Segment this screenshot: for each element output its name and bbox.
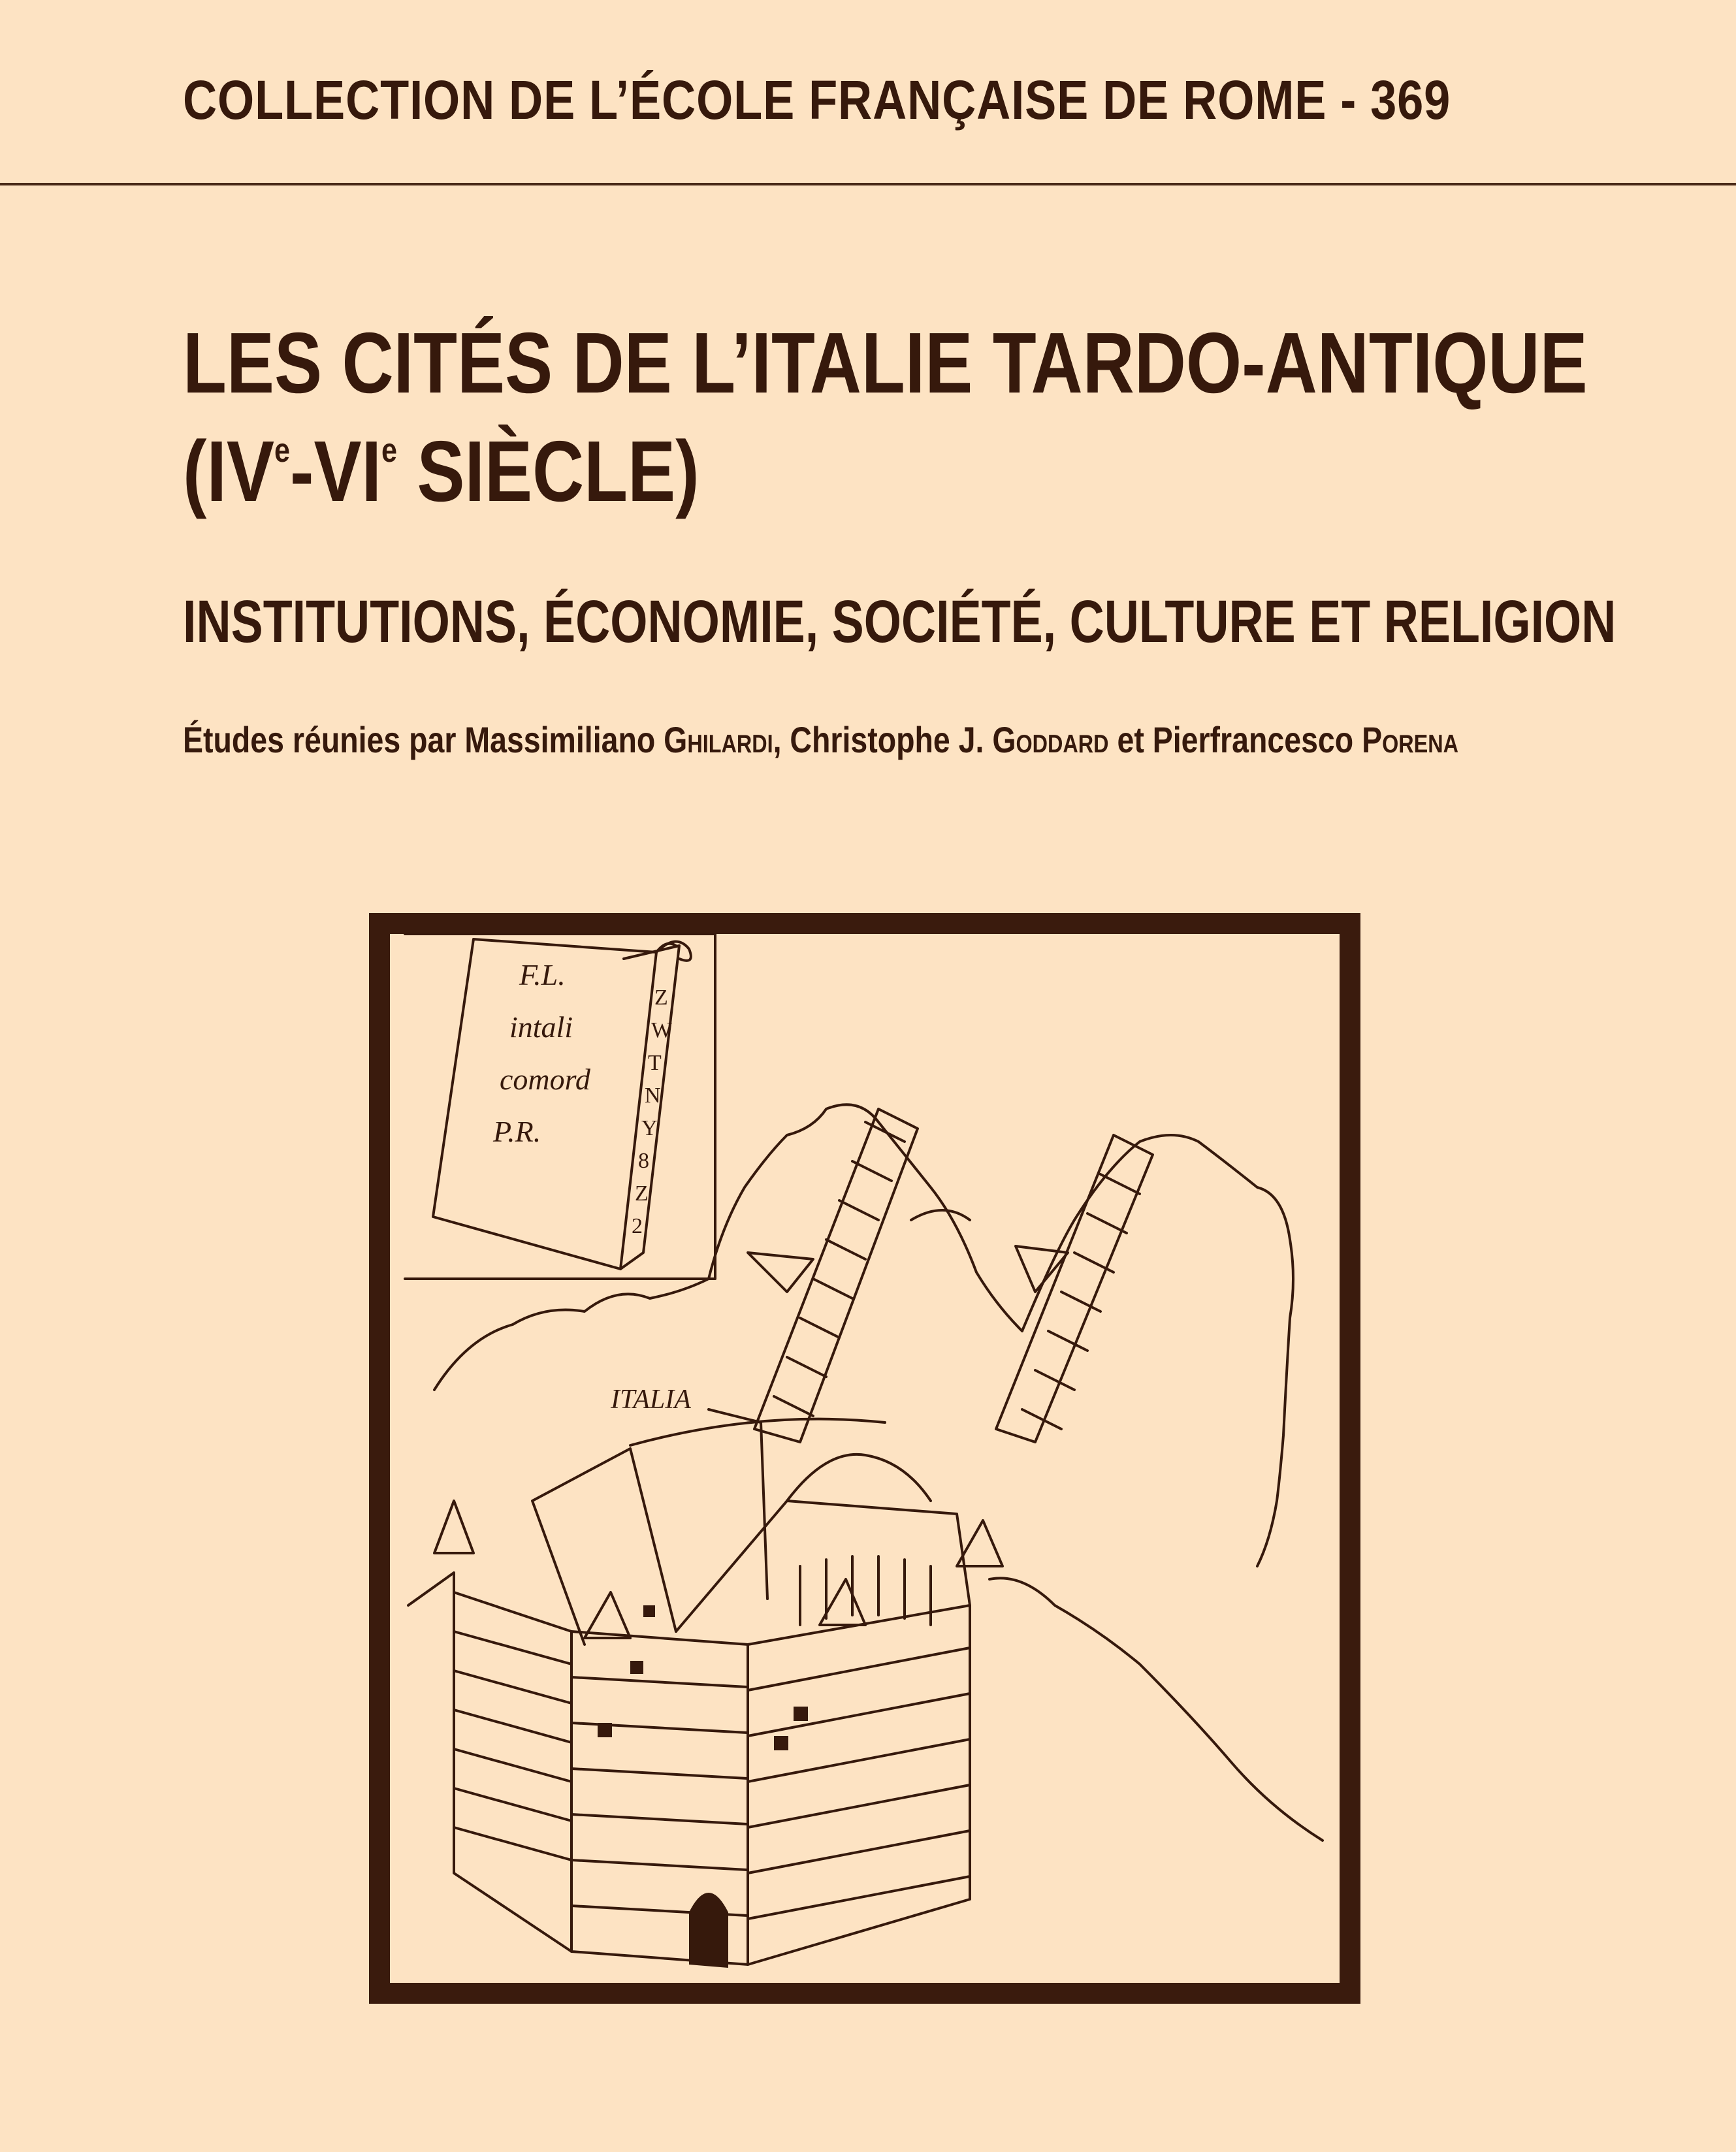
scroll-glyph: Z [635,1181,649,1206]
map-label: ITALIA [611,1385,691,1415]
fortress-window [794,1707,808,1721]
fortress-gate [689,1893,728,1968]
scroll-glyph: Y [641,1116,658,1140]
cover-illustration [369,913,1360,2004]
document-line: intali [509,1010,573,1044]
scroll-glyph: W [651,1018,673,1042]
title-line-1: LES CITÉS DE L’ITALIE TARDO-ANTIQUE [183,315,1588,411]
editor-surname: Porena [1362,719,1458,760]
fortress-window [643,1605,655,1617]
title-line-2: (IVe-VIe SIÈCLE) [183,423,699,519]
editor-surname: Goddard [992,719,1109,760]
scroll-glyph: T [648,1051,662,1075]
document-line: comord [500,1063,590,1096]
book-title [183,315,1588,519]
document-line: F.L. [519,958,566,991]
series-banner [0,0,1736,185]
fortress-window [630,1661,643,1674]
fortress-window [598,1723,612,1737]
scroll-glyph: N [645,1084,661,1108]
book-subtitle: INSTITUTIONS, ÉCONOMIE, SOCIÉTÉ, CULTURE ET RELIGION [183,588,1616,655]
scroll-glyph: 8 [638,1149,649,1173]
fortress-window [774,1736,788,1750]
series-title: COLLECTION DE L’ÉCOLE FRANÇAISE DE ROME - 369 [183,69,1451,131]
document-line: P.R. [493,1115,541,1148]
editor-surname: Ghilardi [664,719,773,760]
scroll-glyph: 2 [632,1214,643,1238]
editors-line: Études réunies par Massimiliano Ghilardi, Christophe J. Goddard et Pierfrancesco Porena [183,719,1458,760]
scroll-glyph: Z [654,986,668,1010]
